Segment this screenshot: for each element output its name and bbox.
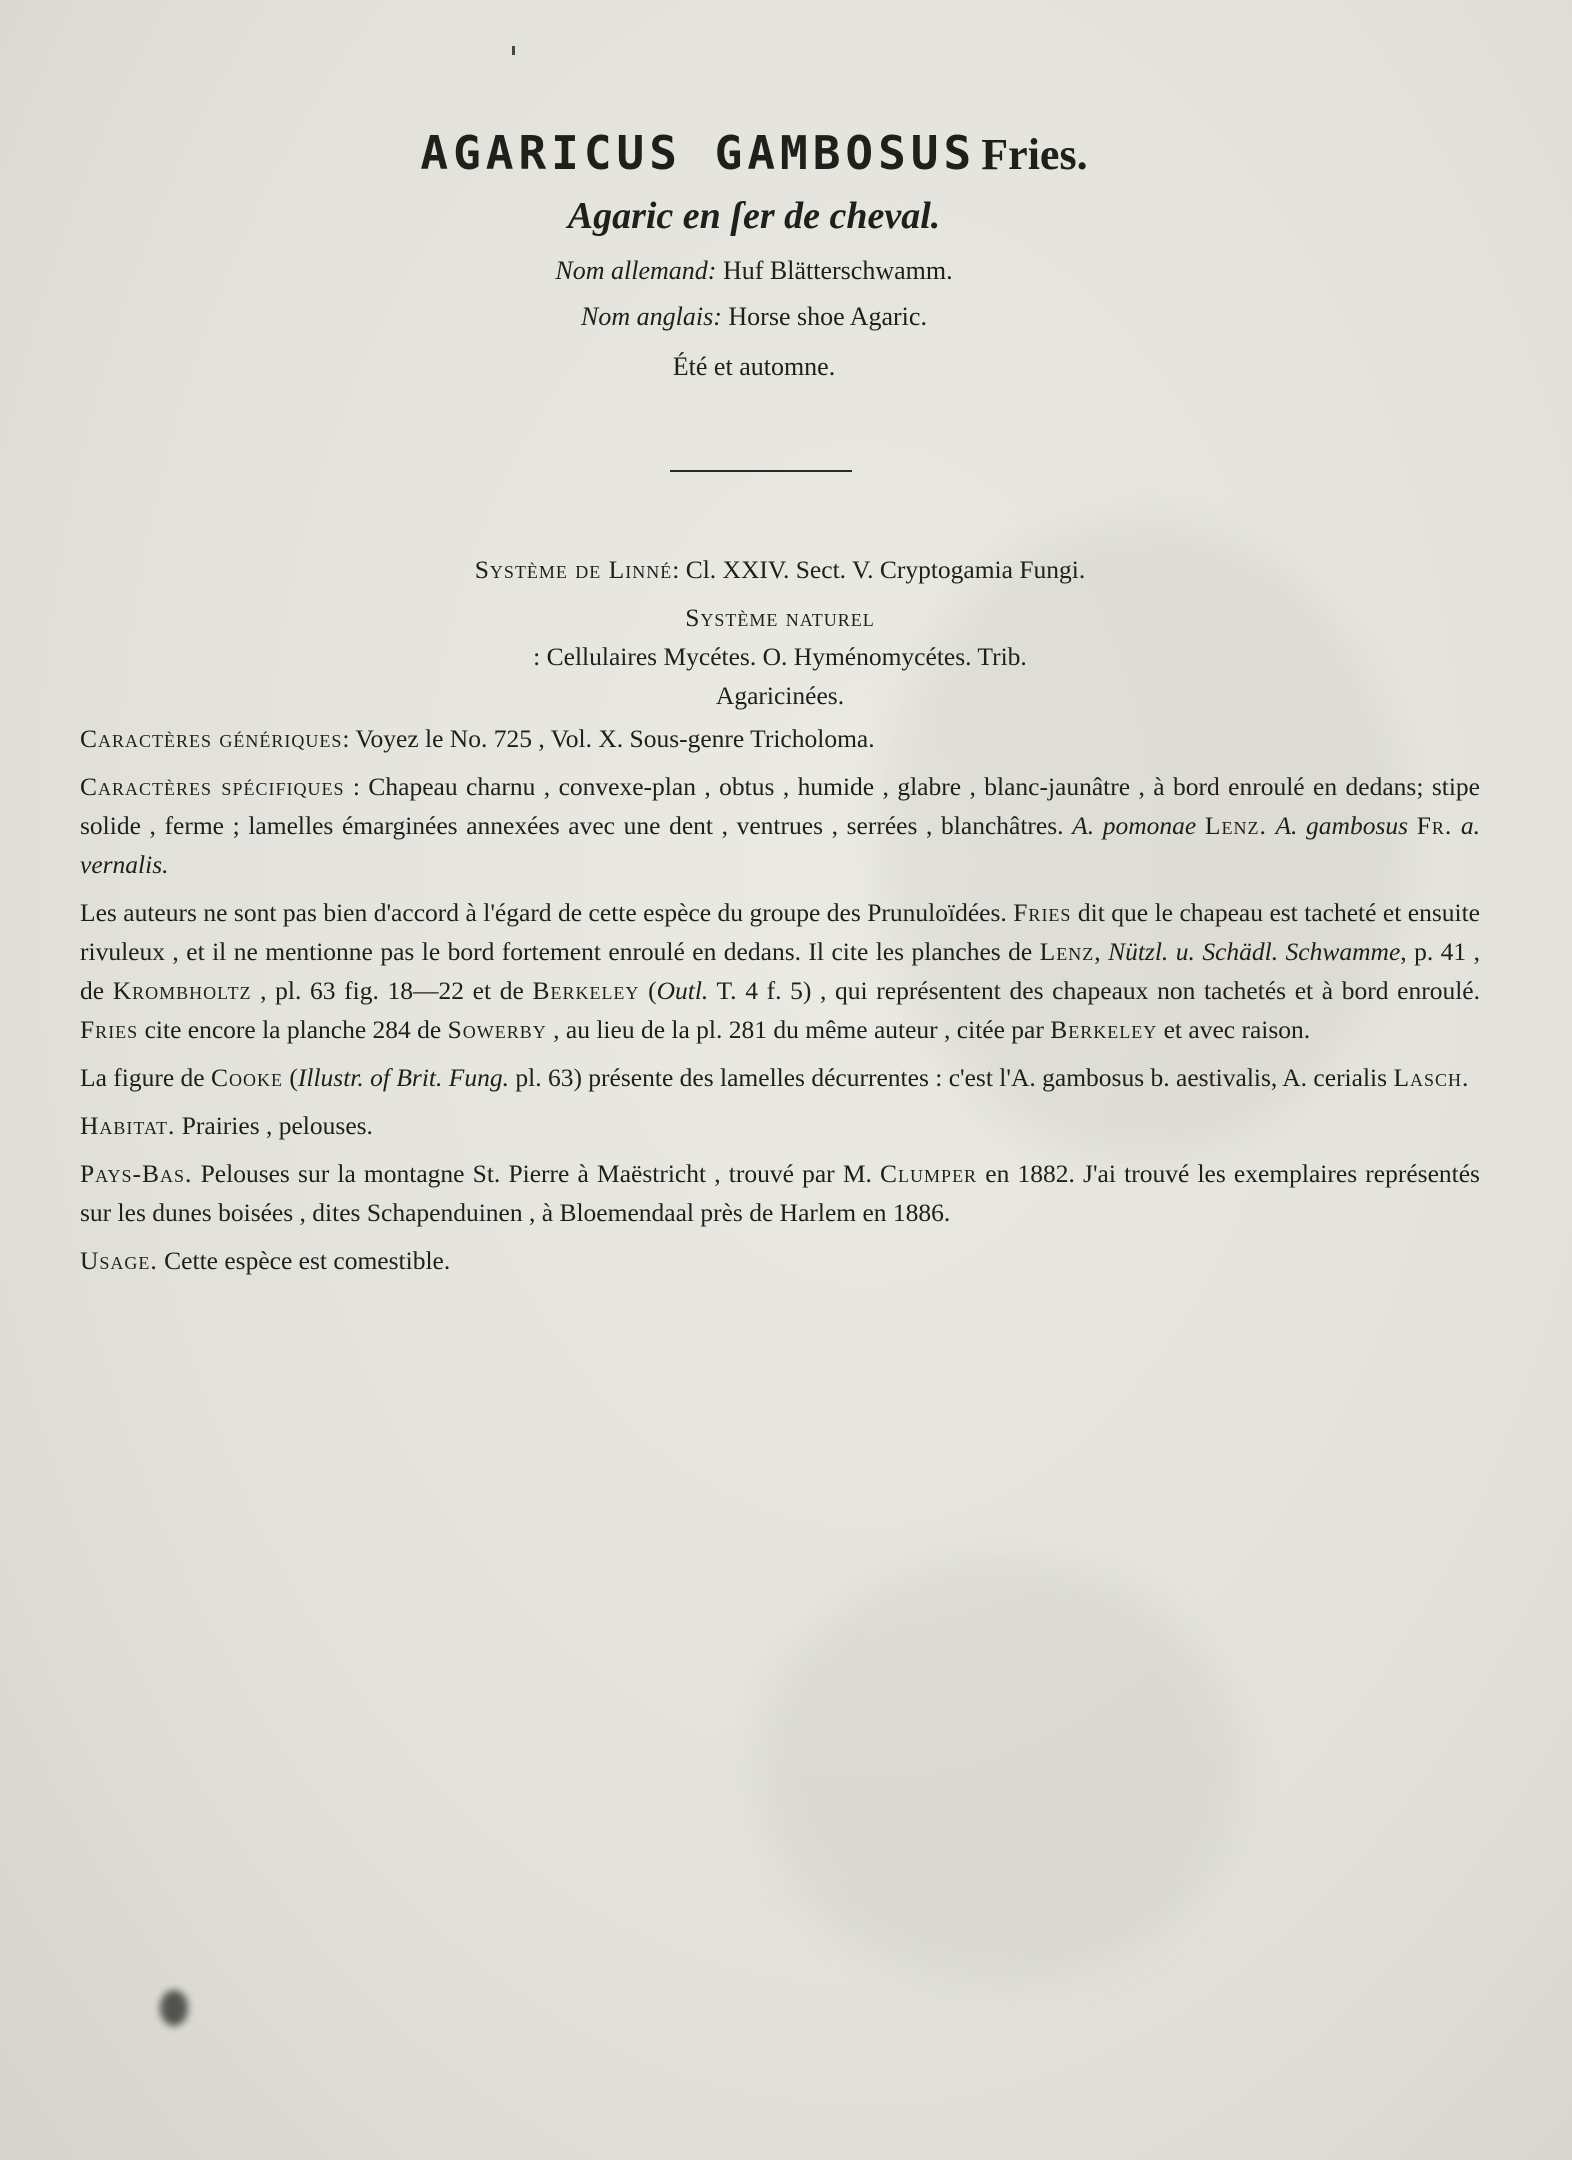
bleed-through-shadow-lower (760, 1560, 1240, 1980)
habitat-label: Habitat. (80, 1111, 176, 1140)
german-name-value: Huf Blätterschwamm. (722, 256, 953, 285)
usage (80, 1241, 1480, 1280)
netherlands-records (80, 1154, 1480, 1232)
author-cooke: Cooke (210, 1063, 283, 1092)
text-run: et avec raison. (1157, 1015, 1311, 1044)
synonym-2: A. gambosus (1275, 811, 1409, 840)
naturel-text2: Agaricinées. (715, 681, 845, 710)
title-species: AGARICUS GAMBOSUS (420, 126, 977, 180)
text-run: , p. 41 , de (80, 937, 1481, 1005)
generic-characters (80, 719, 1480, 758)
title-author: Fries. (981, 130, 1088, 179)
english-name-value: Horse shoe Agaric. (728, 302, 927, 331)
german-name-label: Nom allemand: (555, 256, 717, 285)
book-title: Nützl. u. Schädl. Schwamme (1108, 937, 1401, 966)
synonym-1: A. pomonae (1072, 811, 1197, 840)
english-name-label: Nom anglais: (581, 302, 722, 331)
author-lenz: Lenz. (1204, 811, 1267, 840)
text-run: La figure de (80, 1063, 211, 1092)
natural-system (80, 598, 1480, 715)
linne-text: : Cl. XXIV. Sect. V. Cryptogamia Fungi. (672, 555, 1086, 584)
text-run: pl. 63) présente des lamelles décurrentes : c'est l'A. gambosus b. aestivalis, A. cerialis (508, 1063, 1394, 1092)
text-run: , (1094, 937, 1109, 966)
text-run: Les auteurs ne sont pas bien d'accord à l'égard de cette espèce du groupe des Prunuloïdées. (80, 898, 1014, 927)
author-fries: Fries (1013, 898, 1072, 927)
habitat (80, 1106, 1480, 1145)
text-run: Pelouses sur la montagne St. Pierre à Maëstricht , trouvé par M. (192, 1159, 881, 1188)
naturel-label: Système naturel (685, 603, 875, 632)
german-name (0, 256, 1508, 286)
author-lenz: Lenz (1039, 937, 1095, 966)
author-sowerby: Sowerby (447, 1015, 547, 1044)
specifiques-label: Caractères spécifiques (80, 772, 345, 801)
text-run: ( (283, 1063, 298, 1092)
text-run: , pl. 63 fig. 18—22 et de (251, 976, 533, 1005)
author-berkeley: Berkeley (1050, 1015, 1158, 1044)
generiques-text: : Voyez le No. 725 , Vol. X. Sous-genre Tricholoma. (342, 724, 875, 753)
pays-bas-label: Pays-Bas. (80, 1159, 193, 1188)
discussion-paragraph (80, 893, 1480, 1049)
description-body (80, 550, 1480, 1289)
text-run: dit que le chapeau est tacheté et ensuite rivuleux , et il ne mentionne pas le bord fortement enroulé en dedans. Il cite les planches de (80, 898, 1480, 966)
usage-label: Usage. (80, 1246, 158, 1275)
linne-label: Système de Linné (474, 555, 673, 584)
book-title: Illustr. of Brit. Fung. (297, 1063, 509, 1092)
ink-mark (512, 46, 515, 55)
english-name (0, 302, 1508, 332)
collector-clumper: Clumper (880, 1159, 978, 1188)
usage-text: Cette espèce est comestible. (157, 1246, 451, 1275)
linne-system (80, 550, 1480, 589)
generiques-label: Caractères génériques (80, 724, 343, 753)
specific-characters (80, 767, 1480, 884)
specifiques-text: : Chapeau charnu , convexe-plan , obtus , humide , glabre , blanc-jaunâtre , à bord enroulé en dedans; stipe solide , ferme ; lamelles émarginées annexées avec une dent , ventrues , serrées , blanchâtres. (80, 772, 1480, 840)
text-run: ( (639, 976, 657, 1005)
common-name-french: Agaric en ſer de cheval. (567, 195, 941, 237)
page-title (0, 126, 1508, 180)
ink-blot (160, 1990, 188, 2026)
text-run: T. 4 f. 5) , qui représentent des chapeaux non tachetés et à bord enroulé. (708, 976, 1480, 1005)
cooke-paragraph (80, 1058, 1480, 1097)
author-krombholtz: Krombholtz (112, 976, 252, 1005)
season: Été et automne. (672, 352, 836, 381)
author-fr: Fr. (1416, 811, 1453, 840)
author-fries: Fries (80, 1015, 139, 1044)
author-lasch: Lasch. (1393, 1063, 1470, 1092)
text-run: en 1882. J'ai trouvé les exemplaires représentés sur les dunes boisées , dites Schapenduinen , à Bloemendaal près de Harlem en 1886. (80, 1159, 1480, 1227)
synonym-3: a. vernalis. (80, 811, 1481, 879)
book-title: Outl. (656, 976, 709, 1005)
natural-system-line1 (80, 598, 1480, 676)
habitat-text: Prairies , pelouses. (175, 1111, 373, 1140)
divider (670, 470, 852, 472)
text-run: cite encore la planche 284 de (138, 1015, 448, 1044)
author-berkeley: Berkeley (532, 976, 640, 1005)
naturel-text: : Cellulaires Mycétes. O. Hyménomycétes. Trib. (533, 642, 1027, 671)
text-run: , au lieu de la pl. 281 du même auteur , citée par (546, 1015, 1051, 1044)
